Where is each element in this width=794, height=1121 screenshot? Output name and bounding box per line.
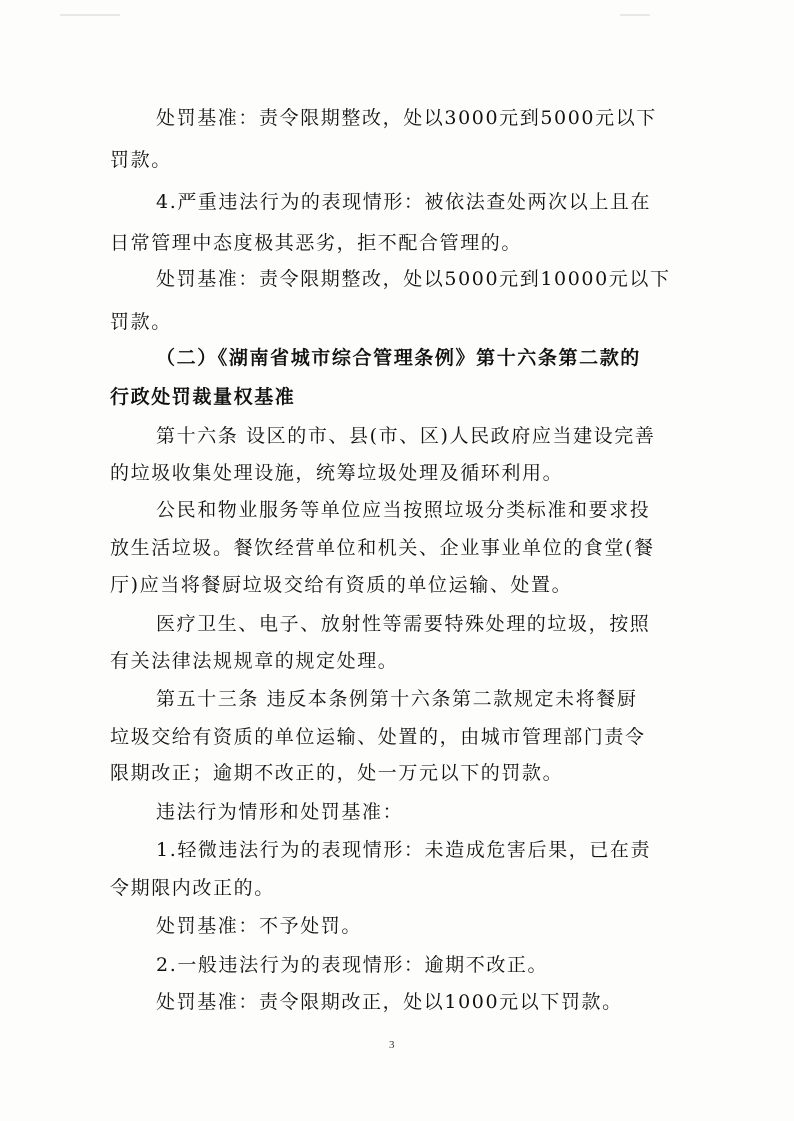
text-line: 公民和物业服务等单位应当按照垃圾分类标准和要求投 bbox=[156, 499, 651, 521]
text-line: 第五十三条 违反本条例第十六条第二款规定未将餐厨 bbox=[156, 688, 638, 710]
text-line: 4.严重违法行为的表现情形：被依法查处两次以上且在 bbox=[156, 191, 652, 213]
scan-artifact bbox=[60, 14, 120, 16]
text-line: 令期限内改正的。 bbox=[110, 877, 275, 899]
text-line: 处罚基准：责令限期改正，处以1000元以下罚款。 bbox=[156, 991, 623, 1013]
text-line: 罚款。 bbox=[110, 149, 172, 171]
text-line: 处罚基准：责令限期整改，处以3000元到5000元以下 bbox=[156, 107, 657, 129]
text-line: 的垃圾收集处理设施，统筹垃圾处理及循环利用。 bbox=[110, 462, 564, 484]
text-line: 厅)应当将餐厨垃圾交给有资质的单位运输、处置。 bbox=[110, 574, 573, 596]
text-line: 医疗卫生、电子、放射性等需要特殊处理的垃圾，按照 bbox=[156, 613, 651, 635]
text-line: 日常管理中态度极其恶劣，拒不配合管理的。 bbox=[110, 232, 523, 254]
text-line: 2.一般违法行为的表现情形：逾期不改正。 bbox=[156, 954, 549, 976]
text-line: 限期改正；逾期不改正的，处一万元以下的罚款。 bbox=[110, 762, 564, 784]
scan-artifact bbox=[620, 14, 650, 16]
text-line: 处罚基准：责令限期整改，处以5000元到10000元以下 bbox=[156, 268, 671, 290]
text-line: 处罚基准：不予处罚。 bbox=[156, 915, 363, 937]
text-line: 违法行为情形和处罚基准： bbox=[156, 801, 404, 823]
text-line: 第十六条 设区的市、县(市、区)人民政府应当建设完善 bbox=[156, 425, 656, 447]
page-number: 3 bbox=[389, 1039, 395, 1051]
text-line: 1.轻微违法行为的表现情形：未造成危害后果，已在责 bbox=[156, 839, 652, 861]
section-heading: 行政处罚裁量权基准 bbox=[110, 386, 296, 408]
section-heading: （二）《湖南省城市综合管理条例》第十六条第二款的 bbox=[156, 347, 641, 369]
text-line: 罚款。 bbox=[110, 311, 172, 333]
text-line: 放生活垃圾。餐饮经营单位和机关、企业事业单位的食堂(餐 bbox=[110, 537, 655, 559]
text-line: 有关法律法规规章的规定处理。 bbox=[110, 650, 399, 672]
text-line: 垃圾交给有资质的单位运输、处置的，由城市管理部门责令 bbox=[110, 726, 646, 748]
